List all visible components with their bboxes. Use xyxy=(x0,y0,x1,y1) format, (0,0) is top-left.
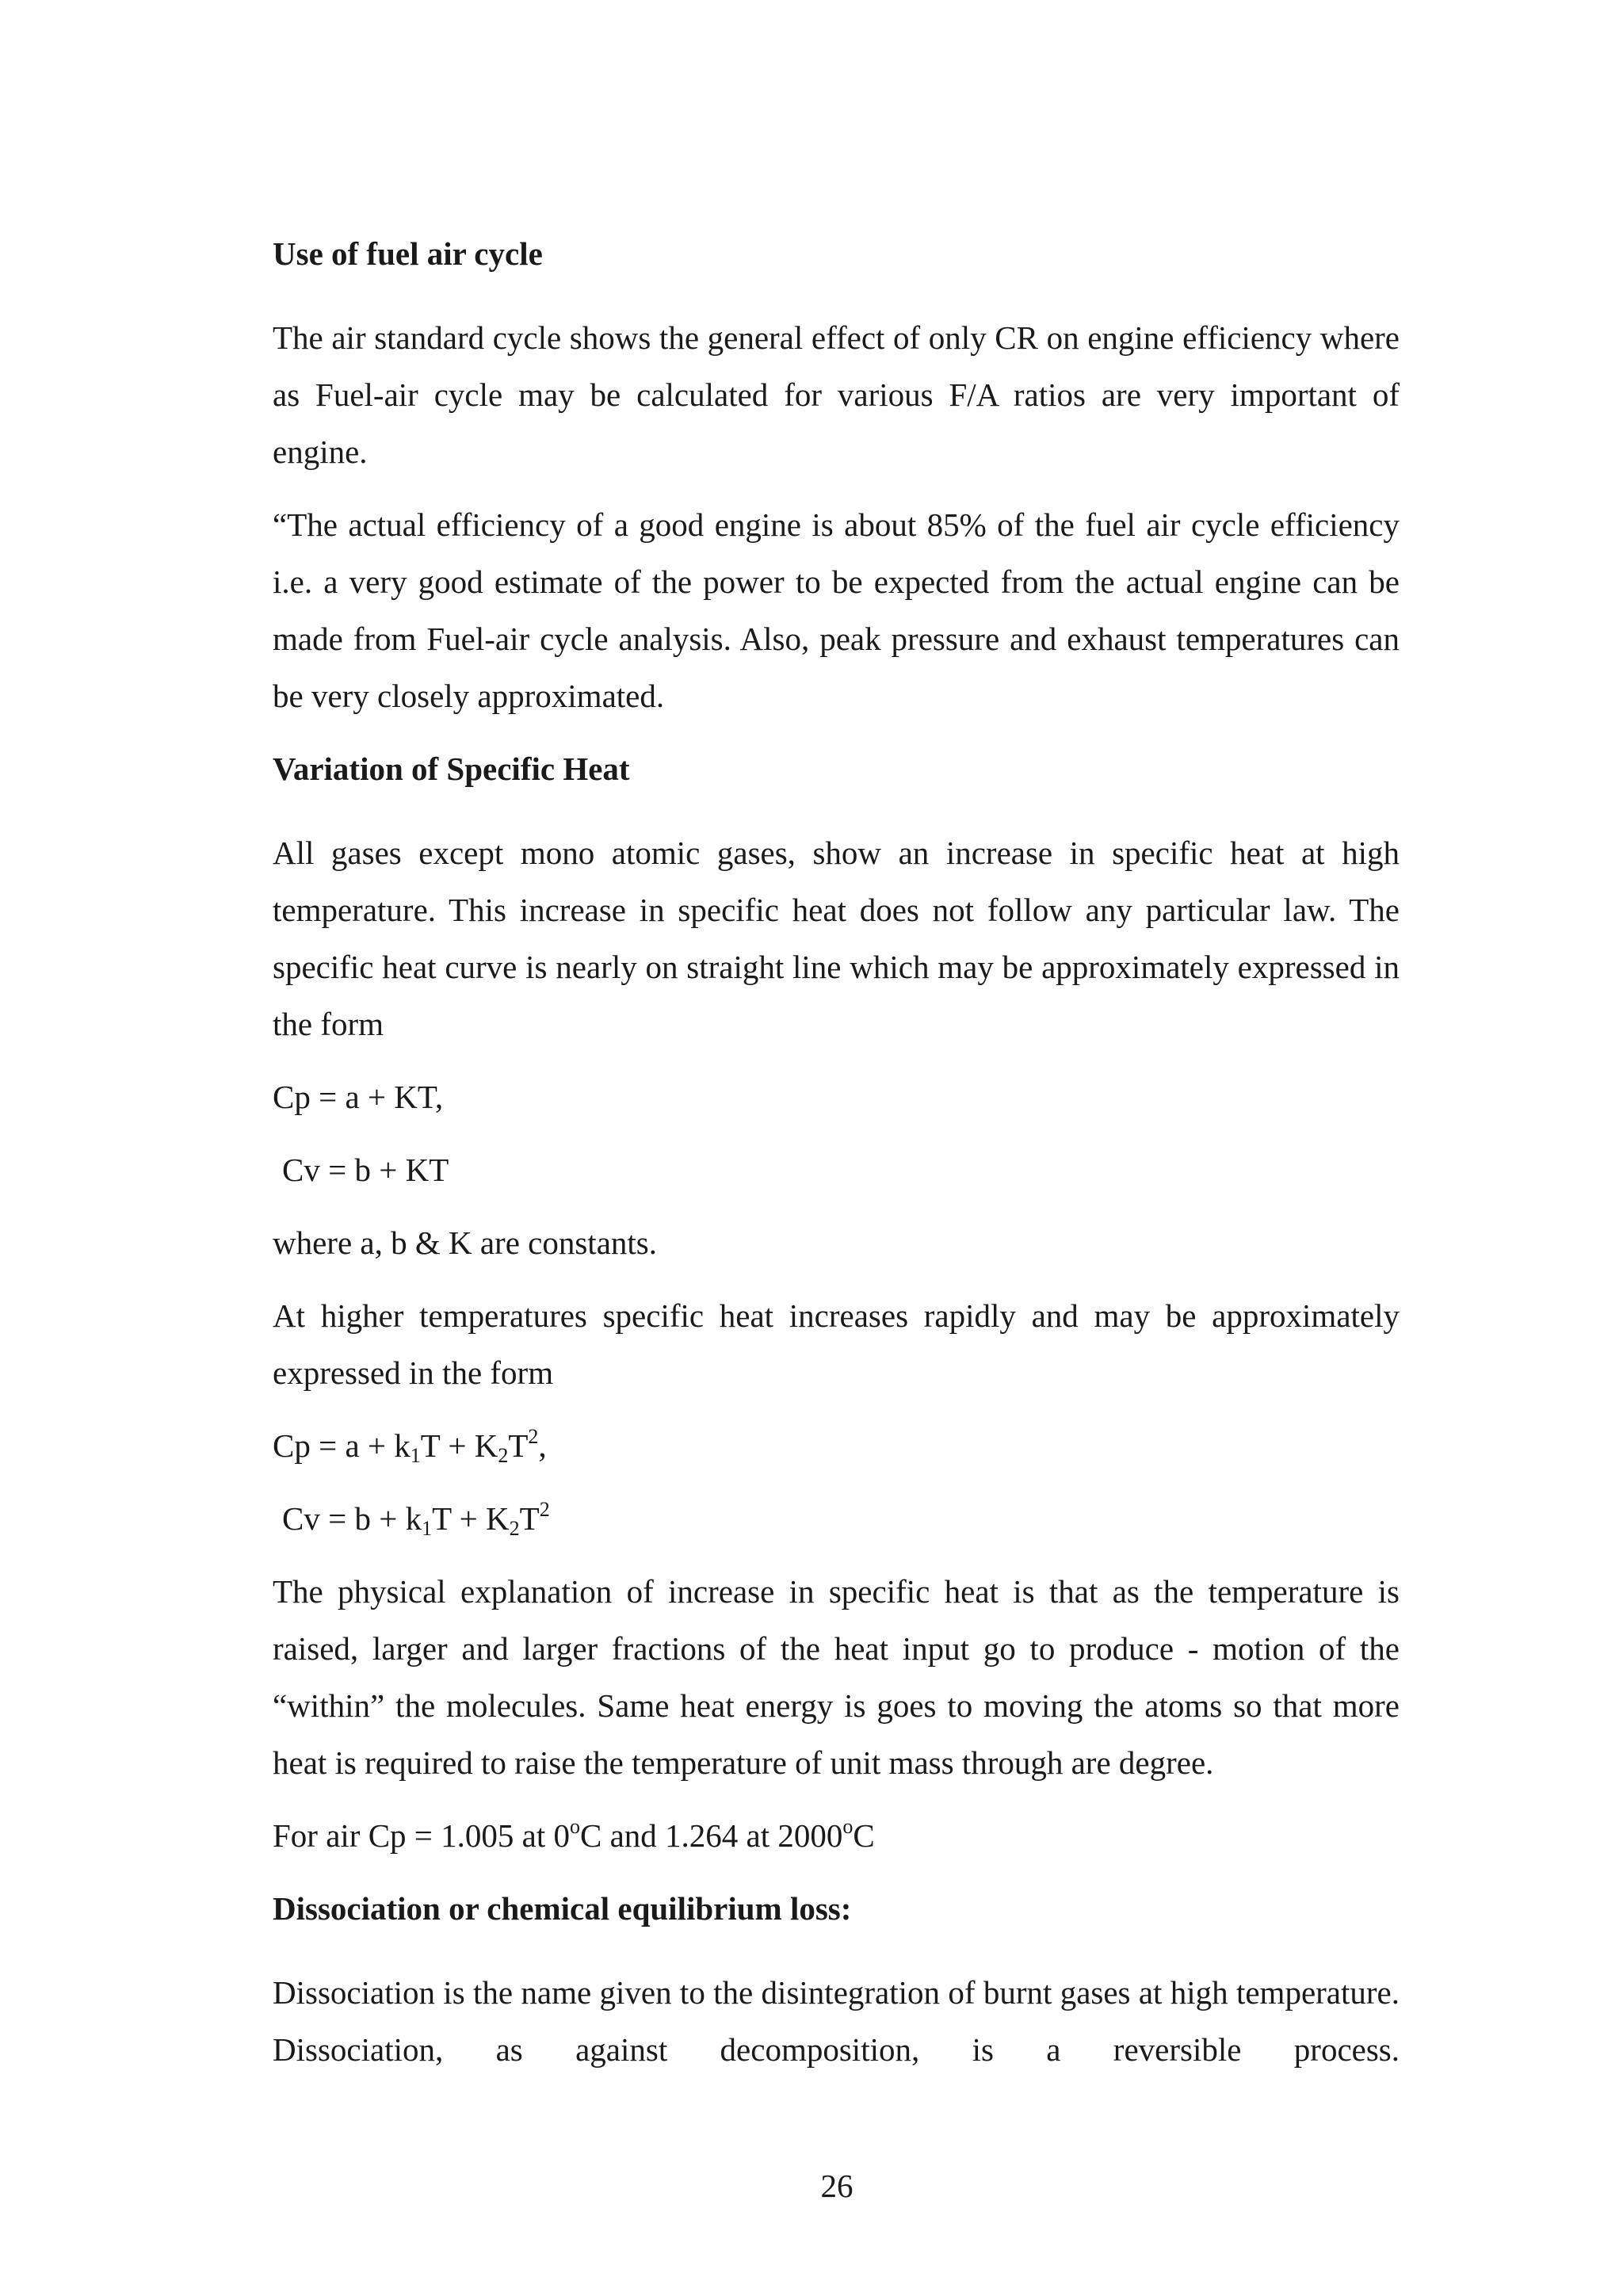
equation-cv-quadratic: $Cv = b + k_1T + K_2T^2$ xyxy=(282,1498,550,1540)
heading-fuel-air-cycle: Use of fuel air cycle xyxy=(273,235,543,272)
heading-dissociation: Dissociation or chemical equilibrium loss: xyxy=(273,1890,852,1927)
page-content xyxy=(273,225,1400,2094)
equation-cp-quadratic: $Cp = a + k_1T + K_2T^2$, xyxy=(273,1425,547,1467)
paragraph-air-standard-cycle: The air standard cycle shows the general effect of only CR on engine efficiency where as Fuel-air cycle may be calculated for various F/A ratios are very important of engine. xyxy=(273,319,1400,470)
paragraph-higher-temperatures: At higher temperatures specific heat increases rapidly and may be approximately expressed in the form xyxy=(273,1297,1400,1391)
page-number: 26 xyxy=(820,2168,854,2204)
equation-cv-linear: Cv = b + KT xyxy=(282,1152,449,1188)
paragraph-constants: where a, b & K are constants. xyxy=(273,1224,657,1261)
paragraph-air-cp-values: For air Cp = 1.005 at 0$^o$C and 1.264 at 2000$^o$C xyxy=(273,1815,875,1854)
paragraph-physical-explanation: The physical explanation of increase in specific heat is that as the temperature is raised, larger and larger fractions of the heat input go to produce - motion of the “within” the molecules. Same heat energy is goes to moving the atoms so that more heat is required to raise the temperature of unit mass through are degree. xyxy=(273,1573,1400,1781)
equation-cp-linear: Cp = a + KT, xyxy=(273,1079,444,1115)
heading-variation-specific-heat: Variation of Specific Heat xyxy=(273,751,630,787)
paragraph-dissociation: Dissociation is the name given to the disintegration of burnt gases at high temperature. Dissociation, as against decomposition, is a reversible process. xyxy=(273,1974,1400,2068)
paragraph-actual-efficiency: “The actual efficiency of a good engine is about 85% of the fuel air cycle efficiency i.e. a very good estimate of the power to be expected from the actual engine can be made from Fuel-air cycle analysis. Also, peak pressure and exhaust temperatures can be very closely approximated. xyxy=(273,506,1400,714)
paragraph-gases-increase: All gases except mono atomic gases, show an increase in specific heat at high temperature. This increase in specific heat does not follow any particular law. The specific heat curve is nearly on straight line which may be approximately expressed in the form xyxy=(273,835,1400,1042)
